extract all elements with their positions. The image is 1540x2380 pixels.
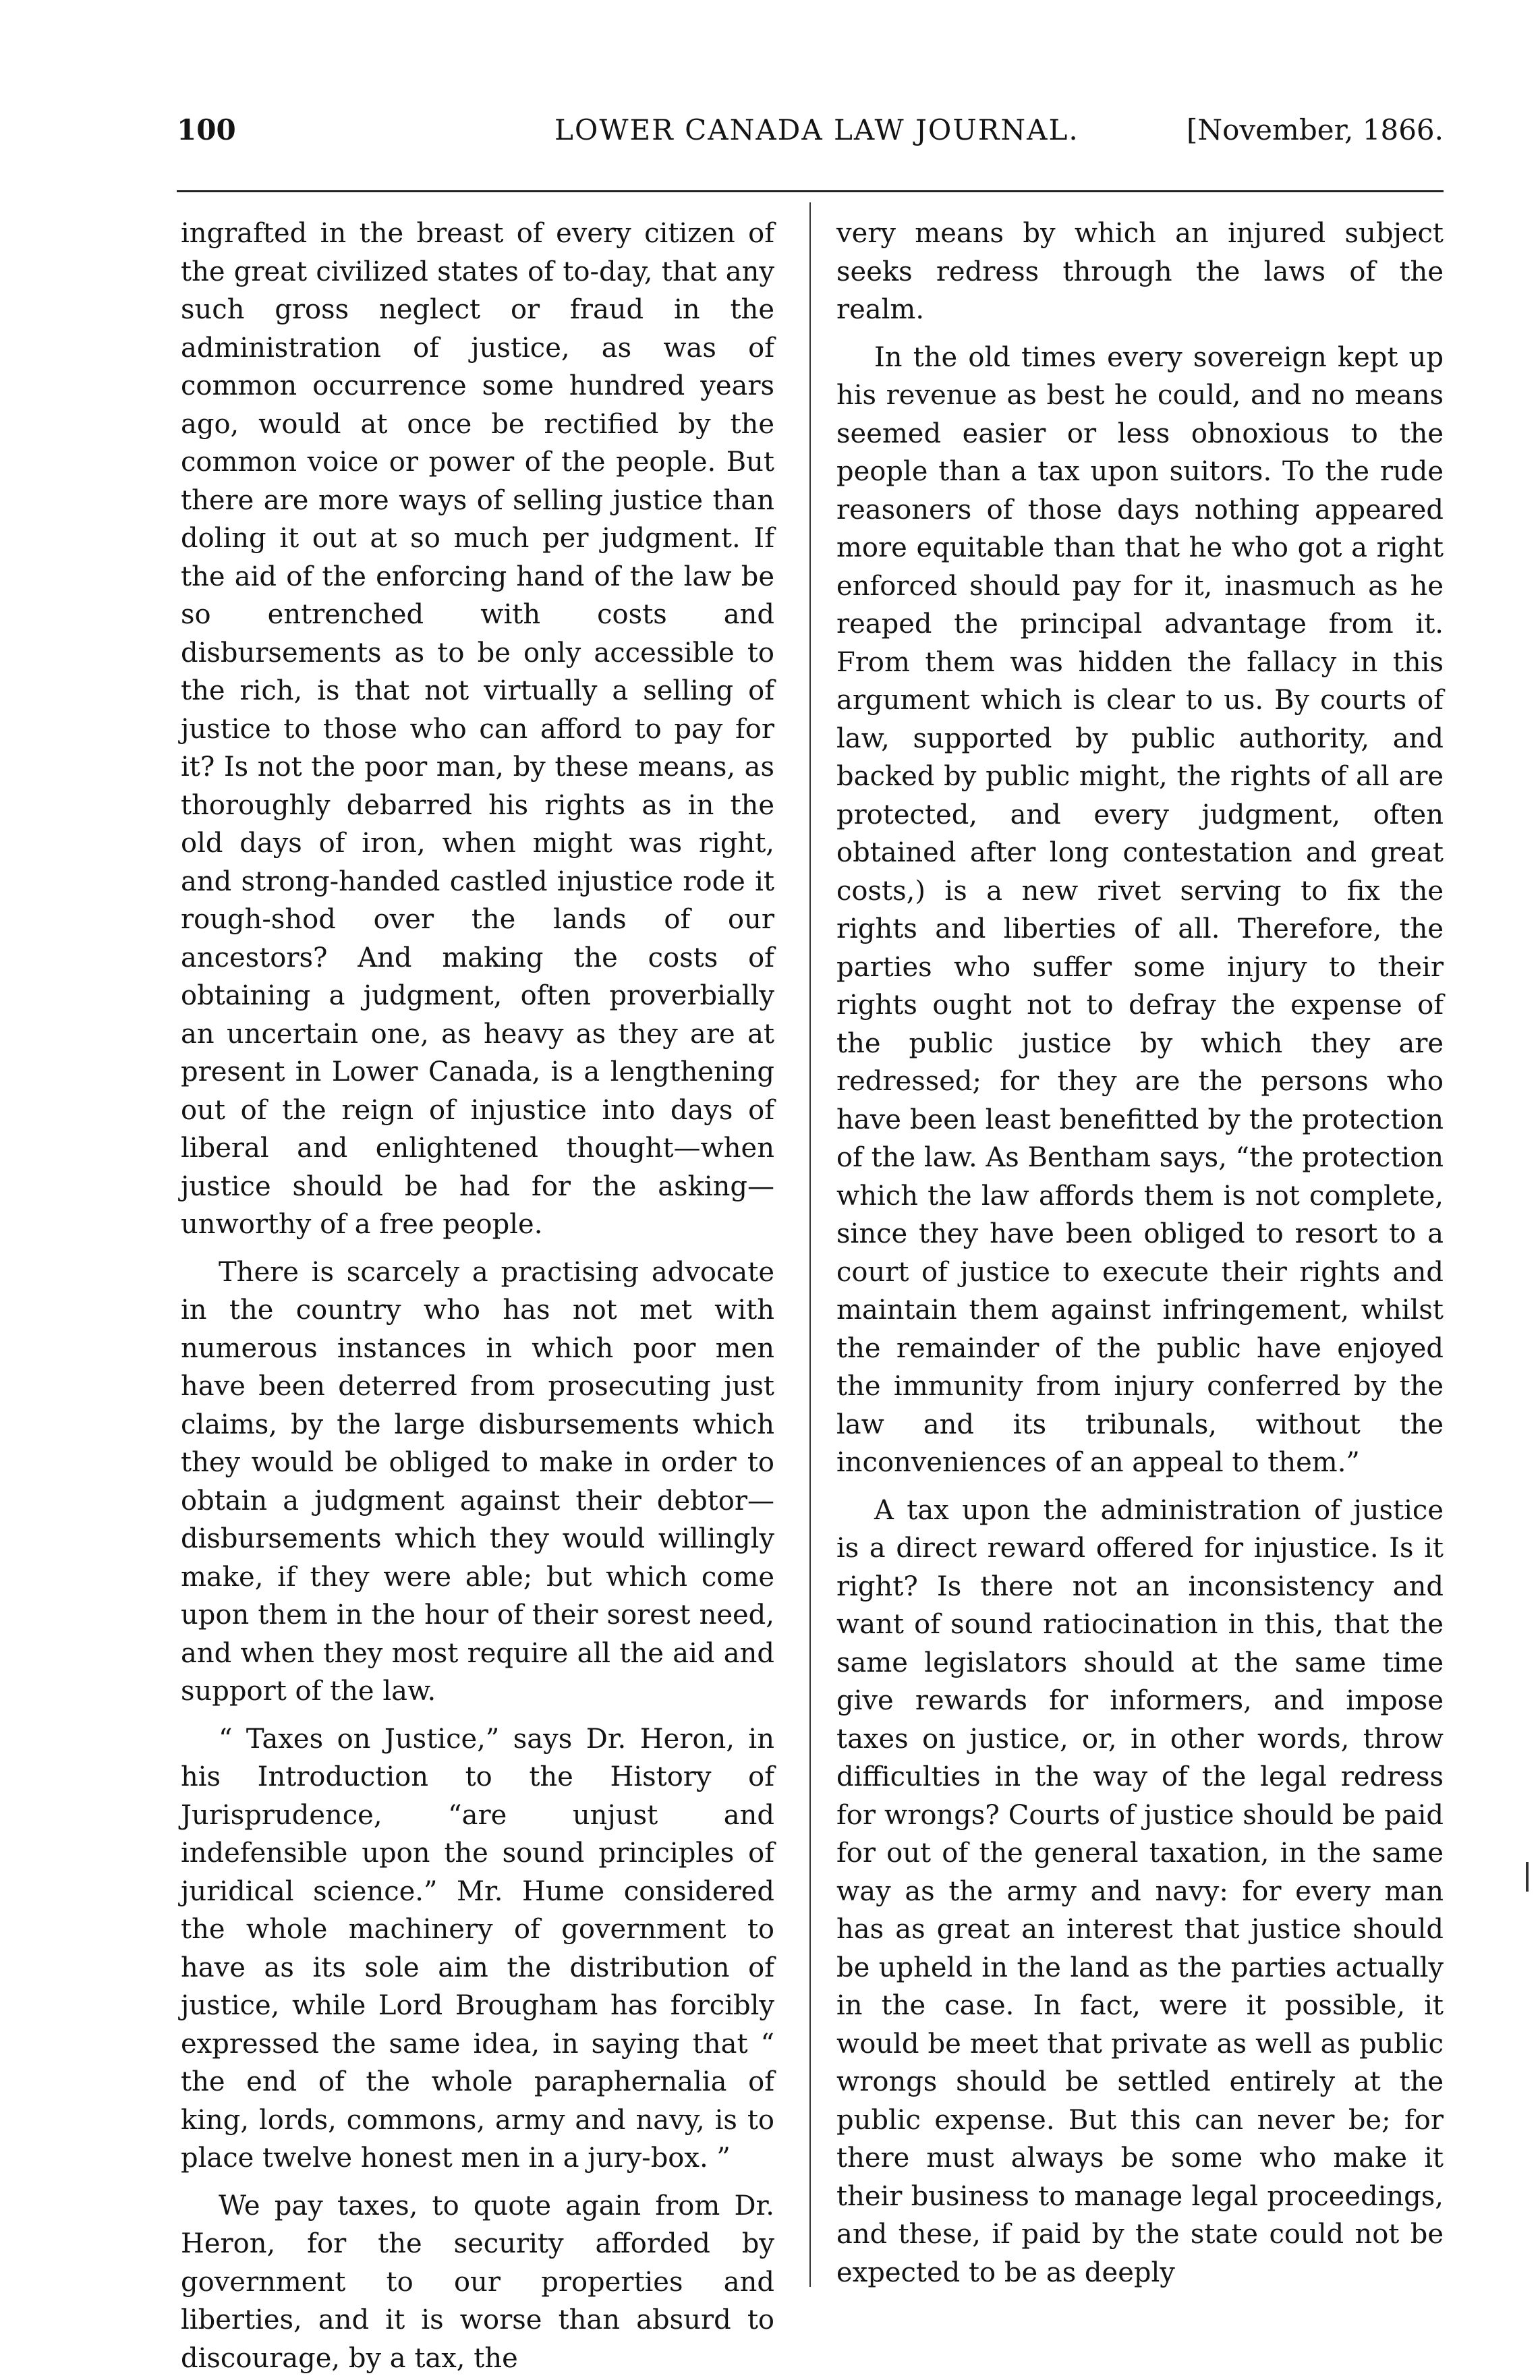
column-divider [809,202,811,2287]
issue-date: [November, 1866. [1187,113,1444,146]
left-paragraph-2: There is scarcely a practising advocate in the country who has not met with numerous instances in which poor men have been deterred from prosecuting just claims, by the large disbursements which they would be obliged to make in order to obtain a judgment against their debtor—disbursements which they would willingly make, if they were able; but which come upon them in the hour of their sorest need, and when they most require all the aid and support of the law. [181,1256,774,1707]
margin-mark [1526,1862,1529,1892]
header-rule [177,190,1444,192]
page-number: 100 [177,113,236,146]
left-paragraph-4: We pay taxes, to quote again from Dr. Heron, for the security afforded by government to our properties and liberties, and it is worse than absurd to discourage, by a tax, the [181,2190,774,2374]
left-column [181,215,774,2377]
right-paragraph-3: A tax upon the administration of justice is a direct reward offered for injustice. Is it right? Is there not an inconsistency and want of sound ratiocination in this, that the same legislators should at the same time give rewards for informers, and impose taxes on justice, or, in other words, throw difficulties in the way of the legal redress for wrongs? Courts of justice should be paid for out of the general taxation, in the same way as the army and navy: for every man has as great an interest that justice should be upheld in the land as the parties actually in the case. In fact, were it possible, it would be meet that private as well as public wrongs should be settled entirely at the public expense. But this can never be; for there must always be some who make it their business to manage legal proceedings, and these, if paid by the state could not be expected to be as deeply [836,1494,1444,2288]
right-paragraph-1: very means by which an injured subject seeks redress through the laws of the realm. [836,218,1444,325]
right-column [836,215,1444,2292]
right-paragraph-2: In the old times every sovereign kept up his revenue as best he could, and no means seemed easier or less obnoxious to the people than a tax upon suitors. To the rude reasoners of those days nothing appeared more equitable than that he who got a right enforced should pay for it, inasmuch as he reaped the principal advantage from it. From them was hidden the fallacy in this argument which is clear to us. By courts of law, supported by public authority, and backed by public might, the rights of all are protected, and every judgment, often obtained after long contestation and great costs,) is a new rivet serving to fix the rights and liberties of all. Therefore, the parties who suffer some injury to their rights ought not to defray the expense of the public justice by which they are redressed; for they are the persons who have been least benefitted by the protection of the law. As Bentham says, “the protection which the law affords them is not complete, since they have been obliged to resort to a court of justice to execute their rights and maintain them against infringement, whilst the remainder of the public have enjoyed the immunity from injury conferred by the law and its tribunals, without the inconveniences of an appeal to them.” [836,341,1444,1478]
left-paragraph-3: “ Taxes on Justice,” says Dr. Heron, in his Introduction to the History of Jurisprudence, “are unjust and indefensible upon the sound principles of juridical science.” Mr. Hume considered the whole machinery of government to have as its sole aim the distribution of justice, while Lord Brougham has forcibly expressed the same idea, in saying that “ the end of the whole paraphernalia of king, lords, commons, army and navy, is to place twelve honest men in a jury-box. ” [181,1723,774,2174]
page-header [177,113,1444,161]
journal-title: LOWER CANADA LAW JOURNAL. [554,113,1079,146]
left-paragraph-1: ingrafted in the breast of every citizen of the great civilized states of to-day, that any such gross neglect or fraud in the administration of justice, as was of common occurrence some hundred years ago, would at once be rectified by the common voice or power of the people. But there are more ways of selling justice than doling it out at so much per judgment. If the aid of the enforcing hand of the law be so entrenched with costs and disbursements as to be only accessible to the rich, is that not virtually a selling of justice to those who can afford to pay for it? Is not the poor man, by these means, as thoroughly debarred his rights as in the old days of iron, when might was right, and strong-handed castled injustice rode it rough-shod over the lands of our ancestors? And making the costs of obtaining a judgment, often proverbially an uncertain one, as heavy as they are at present in Lower Canada, is a lengthening out of the reign of injustice into days of liberal and enlightened thought—when justice should be had for the asking—unworthy of a free people. [181,218,774,1240]
